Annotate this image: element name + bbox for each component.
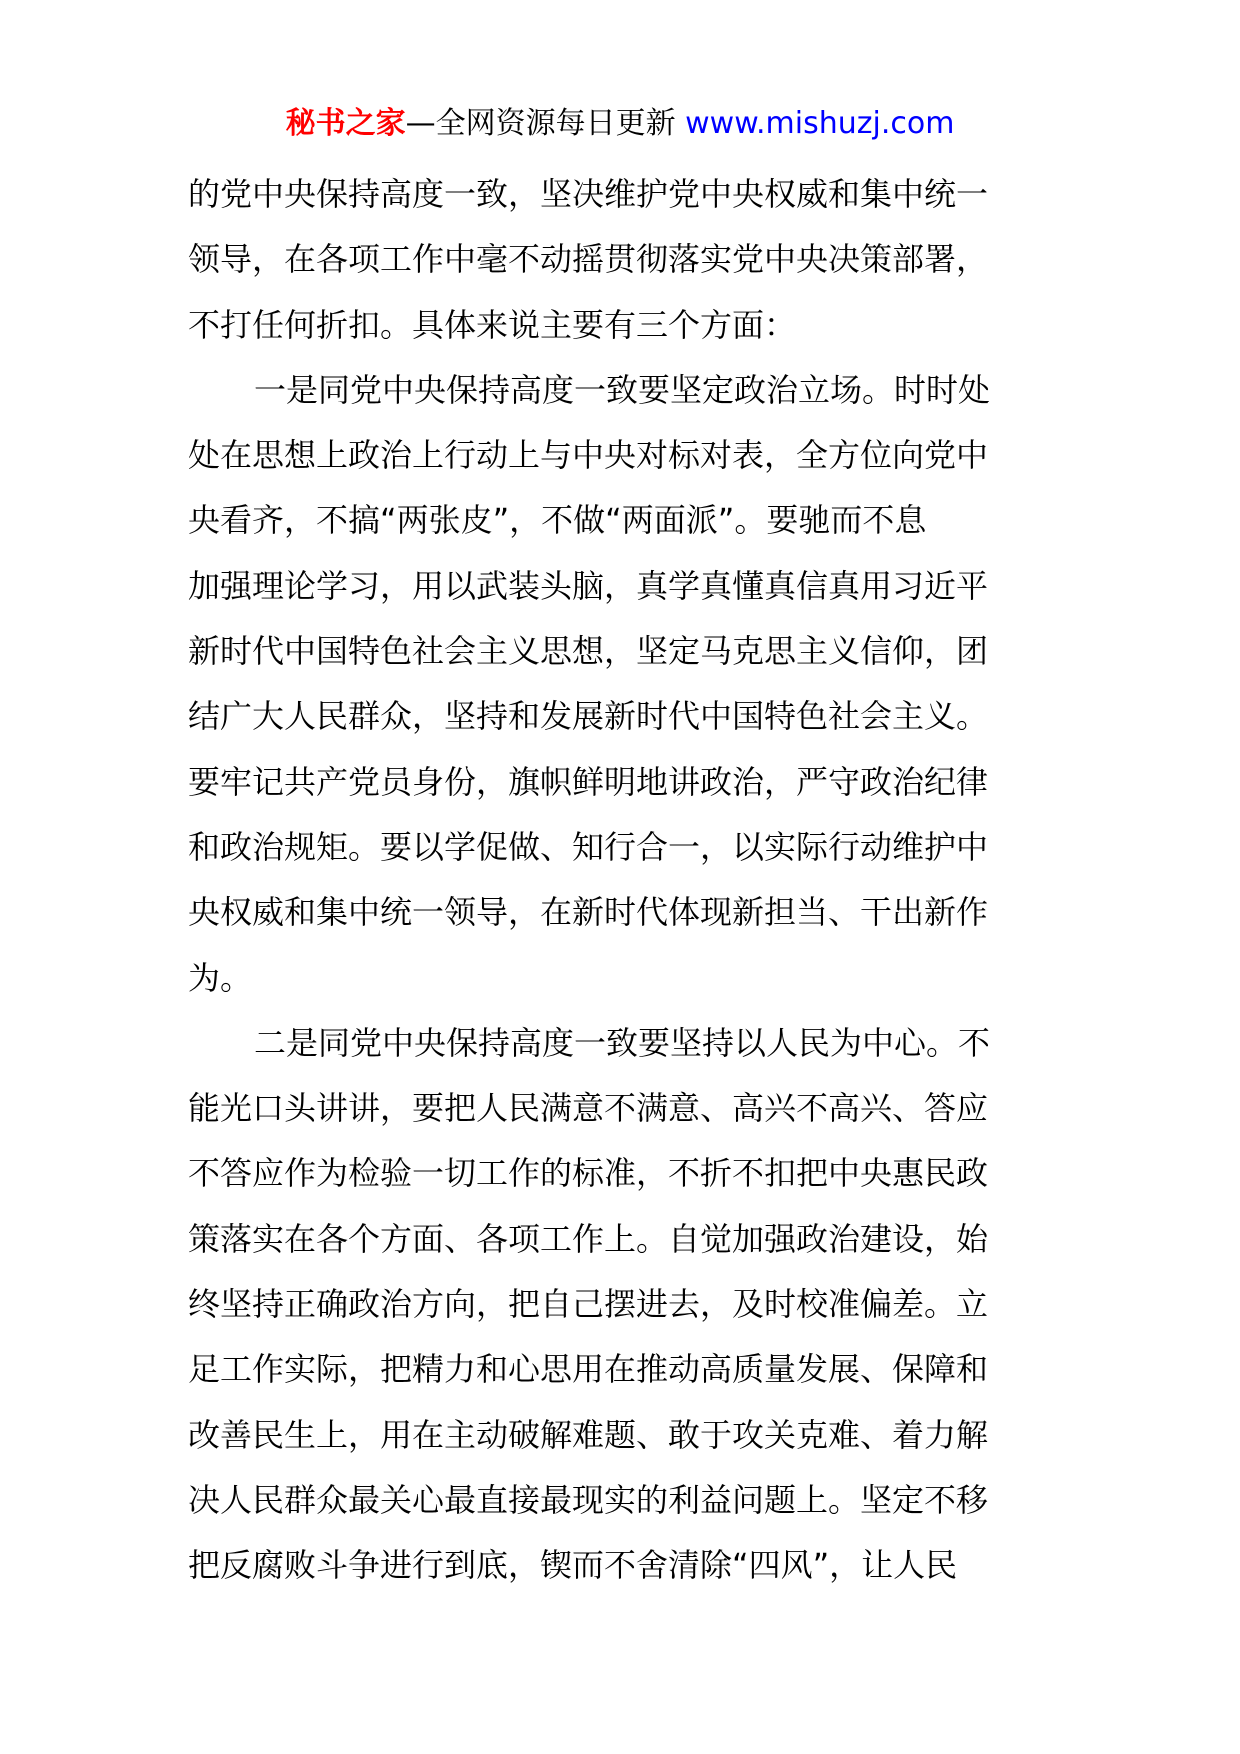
text-line: 结广大人民群众，坚持和发展新时代中国特色社会主义。 bbox=[188, 697, 989, 736]
text-line: 为。 bbox=[188, 958, 253, 997]
text-line: 不答应作为检验一切工作的标准，不折不扣把中央惠民政 bbox=[188, 1154, 989, 1193]
text-line: 把反腐败斗争进行到底，锲而不舍清除“四风”，让人民 bbox=[188, 1546, 958, 1585]
text-line: 央看齐，不搞“两张皮”，不做“两面派”。要驰而不息 bbox=[188, 501, 927, 540]
text-line: 终坚持正确政治方向，把自己摆进去，及时校准偏差。立 bbox=[188, 1285, 989, 1324]
brand-name: 秘书之家 bbox=[285, 106, 406, 141]
paragraph-start-line: 二是同党中央保持高度一致要坚持以人民为中心。不 bbox=[254, 1023, 991, 1062]
text-line: 决人民群众最关心最直接最现实的利益问题上。坚定不移 bbox=[188, 1480, 989, 1519]
paragraph-start-line: 一是同党中央保持高度一致要坚定政治立场。时时处 bbox=[254, 370, 991, 409]
site-header bbox=[0, 100, 1240, 148]
text-line: 和政治规矩。要以学促做、知行合一，以实际行动维护中 bbox=[188, 827, 989, 866]
header-tagline: —全网资源每日更新 bbox=[405, 106, 676, 141]
text-line: 要牢记共产党员身份，旗帜鲜明地讲政治，严守政治纪律 bbox=[188, 762, 989, 801]
text-line: 领导，在各项工作中毫不动摇贯彻落实党中央决策部署， bbox=[188, 240, 989, 279]
document-body bbox=[188, 162, 1058, 1599]
text-line: 新时代中国特色社会主义思想，坚定马克思主义信仰，团 bbox=[188, 632, 989, 671]
text-line: 的党中央保持高度一致，坚决维护党中央权威和集中统一 bbox=[188, 175, 989, 213]
text-line: 处在思想上政治上行动上与中央对标对表，全方位向党中 bbox=[188, 436, 989, 475]
text-line: 足工作实际，把精力和心思用在推动高质量发展、保障和 bbox=[188, 1350, 989, 1389]
text-line: 加强理论学习，用以武装头脑，真学真懂真信真用习近平 bbox=[188, 566, 989, 605]
site-url-link[interactable]: www.mishuzj.com bbox=[685, 106, 955, 141]
text-line: 能光口头讲讲，要把人民满意不满意、高兴不高兴、答应 bbox=[188, 1089, 989, 1128]
text-line: 策落实在各个方面、各项工作上。自觉加强政治建设，始 bbox=[188, 1219, 989, 1258]
text-line: 改善民生上，用在主动破解难题、敢于攻关克难、着力解 bbox=[188, 1415, 989, 1454]
text-line: 央权威和集中统一领导，在新时代体现新担当、干出新作 bbox=[188, 893, 989, 932]
text-line: 不打任何折扣。具体来说主要有三个方面： bbox=[188, 305, 797, 344]
